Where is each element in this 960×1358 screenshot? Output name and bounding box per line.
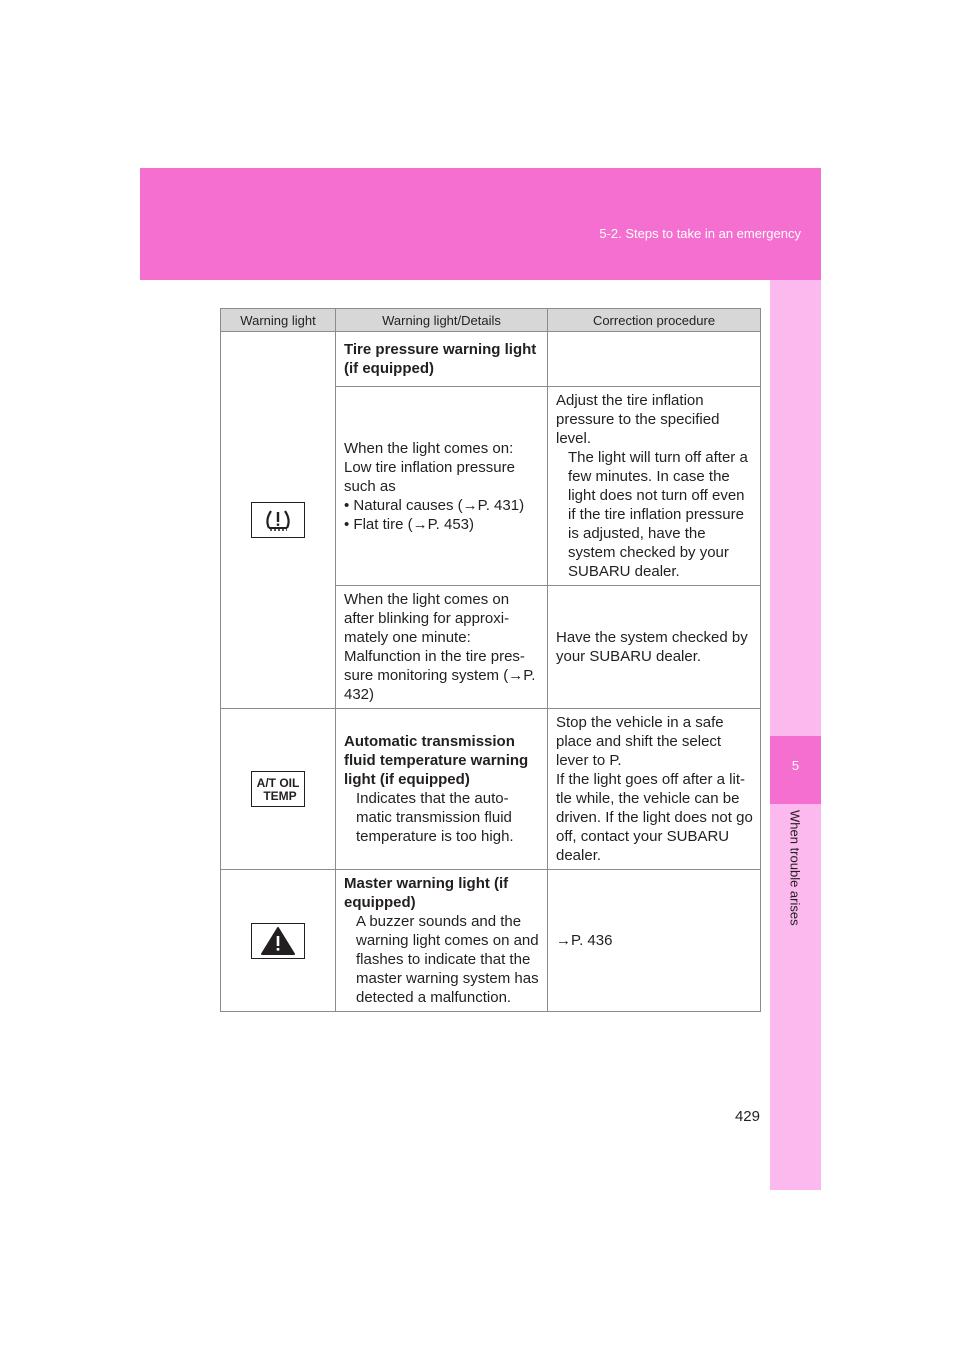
low-pressure-details <box>336 387 548 586</box>
at-oil-icon-line2: TEMP <box>263 789 297 803</box>
detail-line: Low tire inflation pressure such as <box>344 458 515 495</box>
detail-line: When the light comes on after blinking for approxi-mately one minute: <box>344 591 510 646</box>
chapter-number: 5 <box>791 758 800 773</box>
master-warning-details <box>336 870 548 1012</box>
tire-pressure-title: Tire pressure warning light (if equipped) <box>336 332 548 387</box>
page-number: 429 <box>734 1108 760 1125</box>
chapter-tab[interactable] <box>770 736 821 804</box>
empty-cell <box>548 332 761 387</box>
tire-pressure-icon-cell <box>221 332 336 709</box>
table-header-row <box>221 309 761 332</box>
at-oil-temp-details <box>336 709 548 870</box>
table-row <box>221 709 761 870</box>
table-row <box>221 332 761 387</box>
detail-line: • Flat tire (→P. 453) <box>344 515 475 533</box>
malfunction-correction: Have the system checked by your SUBARU dealer. <box>548 586 761 709</box>
master-warning-icon-cell <box>221 870 336 1012</box>
column-header-warning-light: Warning light <box>221 309 336 332</box>
section-title: 5-2. Steps to take in an emergency <box>599 226 801 241</box>
malfunction-details <box>336 586 548 709</box>
warning-light-table <box>220 308 761 1012</box>
tire-pressure-warning-icon <box>251 502 305 538</box>
master-warning-description: A buzzer sounds and the warning light comes on and flashes to indicate that the master warning system has detected a malfunction. <box>356 913 539 1006</box>
master-warning-icon <box>251 923 305 959</box>
at-oil-temp-title: Automatic transmission fluid temperature warning light (if equipped) <box>344 733 529 788</box>
chapter-label: When trouble arises <box>787 810 803 926</box>
column-header-details: Warning light/Details <box>336 309 548 332</box>
detail-line: Malfunction in the tire pres-sure monitoring system (→P. 432) <box>344 648 536 703</box>
correction-text: Stop the vehicle in a safe place and shift the select lever to P. <box>556 714 724 769</box>
low-pressure-correction <box>548 387 761 586</box>
at-oil-temp-icon-cell <box>221 709 336 870</box>
header-band <box>140 168 821 280</box>
at-oil-temp-warning-icon <box>251 771 305 807</box>
detail-line: • Natural causes (→P. 431) <box>344 496 525 514</box>
column-header-correction: Correction procedure <box>548 309 761 332</box>
side-tab-strip <box>770 280 821 1190</box>
master-warning-title: Master warning light (if equipped) <box>344 875 509 911</box>
correction-note: The light will turn off after a few minutes. In case the light does not turn off even if the tire inflation pressure is adjusted, have the system checked by your SUBARU dealer. <box>568 449 748 580</box>
master-warning-correction: →P. 436 <box>548 870 761 1012</box>
table-row <box>221 870 761 1012</box>
correction-text: Adjust the tire inflation pressure to the specified level. <box>556 392 720 447</box>
at-oil-temp-description: Indicates that the auto-matic transmission fluid temperature is too high. <box>356 790 514 845</box>
detail-line: When the light comes on: <box>344 439 514 457</box>
at-oil-temp-correction <box>548 709 761 870</box>
at-oil-icon-line1: A/T OIL <box>256 776 300 790</box>
correction-text: If the light goes off after a lit-tle while, the vehicle can be driven. If the light does not go off, contact your SUBARU dealer. <box>556 771 753 864</box>
